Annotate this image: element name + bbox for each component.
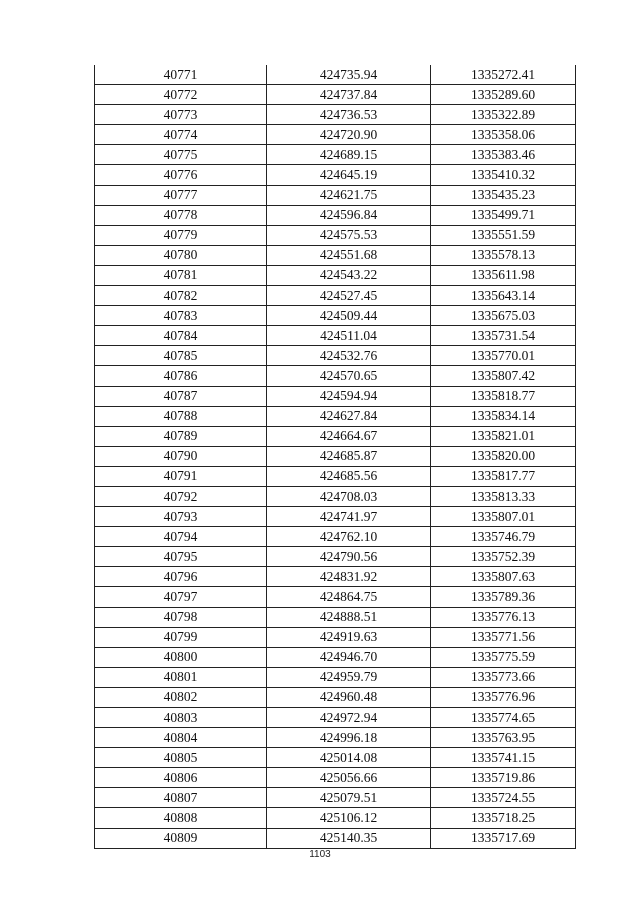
table-row — [95, 647, 576, 667]
point-number-cell: 40777 — [95, 185, 267, 205]
y-coordinate-cell: 1335820.00 — [431, 446, 576, 466]
y-coordinate-cell: 1335435.23 — [431, 185, 576, 205]
x-coordinate-cell: 424741.97 — [267, 507, 431, 527]
x-coordinate-cell: 424996.18 — [267, 728, 431, 748]
point-number-cell: 40791 — [95, 466, 267, 486]
y-coordinate-cell: 1335410.32 — [431, 165, 576, 185]
table-row — [95, 667, 576, 687]
y-coordinate-cell: 1335272.41 — [431, 65, 576, 85]
y-coordinate-cell: 1335807.63 — [431, 567, 576, 587]
y-coordinate-cell: 1335719.86 — [431, 768, 576, 788]
table-row — [95, 748, 576, 768]
table-row — [95, 547, 576, 567]
x-coordinate-cell: 424664.67 — [267, 426, 431, 446]
y-coordinate-cell: 1335817.77 — [431, 466, 576, 486]
table-row — [95, 808, 576, 828]
x-coordinate-cell: 424594.94 — [267, 386, 431, 406]
point-number-cell: 40799 — [95, 627, 267, 647]
point-number-cell: 40800 — [95, 647, 267, 667]
table-row — [95, 85, 576, 105]
x-coordinate-cell: 424720.90 — [267, 125, 431, 145]
point-number-cell: 40807 — [95, 788, 267, 808]
x-coordinate-cell: 424685.87 — [267, 446, 431, 466]
table-row — [95, 607, 576, 627]
table-row — [95, 326, 576, 346]
y-coordinate-cell: 1335763.95 — [431, 728, 576, 748]
point-number-cell: 40798 — [95, 607, 267, 627]
y-coordinate-cell: 1335789.36 — [431, 587, 576, 607]
table-row — [95, 265, 576, 285]
point-number-cell: 40779 — [95, 225, 267, 245]
point-number-cell: 40792 — [95, 486, 267, 506]
point-number-cell: 40802 — [95, 687, 267, 707]
point-number-cell: 40801 — [95, 667, 267, 687]
point-number-cell: 40774 — [95, 125, 267, 145]
x-coordinate-cell: 424831.92 — [267, 567, 431, 587]
x-coordinate-cell: 424959.79 — [267, 667, 431, 687]
y-coordinate-cell: 1335643.14 — [431, 286, 576, 306]
y-coordinate-cell: 1335770.01 — [431, 346, 576, 366]
table-row — [95, 687, 576, 707]
table-row — [95, 627, 576, 647]
x-coordinate-cell: 424596.84 — [267, 205, 431, 225]
y-coordinate-cell: 1335724.55 — [431, 788, 576, 808]
x-coordinate-cell: 425014.08 — [267, 748, 431, 768]
x-coordinate-cell: 424919.63 — [267, 627, 431, 647]
x-coordinate-cell: 424737.84 — [267, 85, 431, 105]
y-coordinate-cell: 1335746.79 — [431, 527, 576, 547]
point-number-cell: 40778 — [95, 205, 267, 225]
y-coordinate-cell: 1335322.89 — [431, 105, 576, 125]
table-row — [95, 567, 576, 587]
x-coordinate-cell: 424960.48 — [267, 687, 431, 707]
point-number-cell: 40784 — [95, 326, 267, 346]
x-coordinate-cell: 424570.65 — [267, 366, 431, 386]
table-row — [95, 386, 576, 406]
point-number-cell: 40781 — [95, 265, 267, 285]
point-number-cell: 40786 — [95, 366, 267, 386]
y-coordinate-cell: 1335578.13 — [431, 245, 576, 265]
point-number-cell: 40789 — [95, 426, 267, 446]
y-coordinate-cell: 1335773.66 — [431, 667, 576, 687]
table-row — [95, 306, 576, 326]
point-number-cell: 40808 — [95, 808, 267, 828]
table-row — [95, 286, 576, 306]
x-coordinate-cell: 424575.53 — [267, 225, 431, 245]
table-row — [95, 125, 576, 145]
x-coordinate-cell: 424645.19 — [267, 165, 431, 185]
table-row — [95, 426, 576, 446]
y-coordinate-cell: 1335551.59 — [431, 225, 576, 245]
x-coordinate-cell: 424888.51 — [267, 607, 431, 627]
x-coordinate-cell: 424511.04 — [267, 326, 431, 346]
point-number-cell: 40794 — [95, 527, 267, 547]
y-coordinate-cell: 1335807.01 — [431, 507, 576, 527]
point-number-cell: 40795 — [95, 547, 267, 567]
y-coordinate-cell: 1335675.03 — [431, 306, 576, 326]
point-number-cell: 40809 — [95, 828, 267, 848]
point-number-cell: 40783 — [95, 306, 267, 326]
y-coordinate-cell: 1335834.14 — [431, 406, 576, 426]
table-row — [95, 527, 576, 547]
point-number-cell: 40782 — [95, 286, 267, 306]
x-coordinate-cell: 424543.22 — [267, 265, 431, 285]
x-coordinate-cell: 424708.03 — [267, 486, 431, 506]
y-coordinate-cell: 1335383.46 — [431, 145, 576, 165]
point-number-cell: 40803 — [95, 708, 267, 728]
x-coordinate-cell: 424532.76 — [267, 346, 431, 366]
y-coordinate-cell: 1335717.69 — [431, 828, 576, 848]
table-row — [95, 828, 576, 848]
point-number-cell: 40780 — [95, 245, 267, 265]
point-number-cell: 40796 — [95, 567, 267, 587]
x-coordinate-cell: 425106.12 — [267, 808, 431, 828]
y-coordinate-cell: 1335289.60 — [431, 85, 576, 105]
y-coordinate-cell: 1335776.13 — [431, 607, 576, 627]
table-row — [95, 185, 576, 205]
x-coordinate-cell: 424735.94 — [267, 65, 431, 85]
y-coordinate-cell: 1335821.01 — [431, 426, 576, 446]
table-row — [95, 205, 576, 225]
y-coordinate-cell: 1335818.77 — [431, 386, 576, 406]
x-coordinate-cell: 424627.84 — [267, 406, 431, 426]
y-coordinate-cell: 1335499.71 — [431, 205, 576, 225]
y-coordinate-cell: 1335775.59 — [431, 647, 576, 667]
table-row — [95, 245, 576, 265]
x-coordinate-cell: 424864.75 — [267, 587, 431, 607]
table-row — [95, 587, 576, 607]
y-coordinate-cell: 1335776.96 — [431, 687, 576, 707]
table-row — [95, 708, 576, 728]
table-row — [95, 165, 576, 185]
x-coordinate-cell: 424689.15 — [267, 145, 431, 165]
y-coordinate-cell: 1335611.98 — [431, 265, 576, 285]
x-coordinate-cell: 425079.51 — [267, 788, 431, 808]
x-coordinate-cell: 424621.75 — [267, 185, 431, 205]
table-row — [95, 346, 576, 366]
point-number-cell: 40785 — [95, 346, 267, 366]
y-coordinate-cell: 1335731.54 — [431, 326, 576, 346]
point-number-cell: 40805 — [95, 748, 267, 768]
point-number-cell: 40772 — [95, 85, 267, 105]
table-row — [95, 145, 576, 165]
table-row — [95, 366, 576, 386]
point-number-cell: 40775 — [95, 145, 267, 165]
x-coordinate-cell: 425140.35 — [267, 828, 431, 848]
point-number-cell: 40804 — [95, 728, 267, 748]
x-coordinate-cell: 425056.66 — [267, 768, 431, 788]
y-coordinate-cell: 1335807.42 — [431, 366, 576, 386]
x-coordinate-cell: 424946.70 — [267, 647, 431, 667]
x-coordinate-cell: 424972.94 — [267, 708, 431, 728]
x-coordinate-cell: 424509.44 — [267, 306, 431, 326]
point-number-cell: 40793 — [95, 507, 267, 527]
table-row — [95, 225, 576, 245]
table-row — [95, 466, 576, 486]
table-row — [95, 65, 576, 85]
y-coordinate-cell: 1335752.39 — [431, 547, 576, 567]
point-number-cell: 40790 — [95, 446, 267, 466]
point-number-cell: 40806 — [95, 768, 267, 788]
point-number-cell: 40788 — [95, 406, 267, 426]
x-coordinate-cell: 424762.10 — [267, 527, 431, 547]
point-number-cell: 40776 — [95, 165, 267, 185]
coordinates-table — [94, 65, 576, 849]
page-number: 1103 — [309, 849, 331, 860]
y-coordinate-cell: 1335358.06 — [431, 125, 576, 145]
x-coordinate-cell: 424527.45 — [267, 286, 431, 306]
table-row — [95, 768, 576, 788]
table-row — [95, 486, 576, 506]
x-coordinate-cell: 424685.56 — [267, 466, 431, 486]
point-number-cell: 40797 — [95, 587, 267, 607]
table-row — [95, 788, 576, 808]
y-coordinate-cell: 1335813.33 — [431, 486, 576, 506]
y-coordinate-cell: 1335741.15 — [431, 748, 576, 768]
table-row — [95, 105, 576, 125]
x-coordinate-cell: 424551.68 — [267, 245, 431, 265]
x-coordinate-cell: 424736.53 — [267, 105, 431, 125]
y-coordinate-cell: 1335718.25 — [431, 808, 576, 828]
table-row — [95, 728, 576, 748]
point-number-cell: 40771 — [95, 65, 267, 85]
point-number-cell: 40773 — [95, 105, 267, 125]
x-coordinate-cell: 424790.56 — [267, 547, 431, 567]
y-coordinate-cell: 1335774.65 — [431, 708, 576, 728]
table-row — [95, 406, 576, 426]
point-number-cell: 40787 — [95, 386, 267, 406]
table-row — [95, 446, 576, 466]
coordinates-table-body — [95, 65, 576, 848]
table-row — [95, 507, 576, 527]
y-coordinate-cell: 1335771.56 — [431, 627, 576, 647]
